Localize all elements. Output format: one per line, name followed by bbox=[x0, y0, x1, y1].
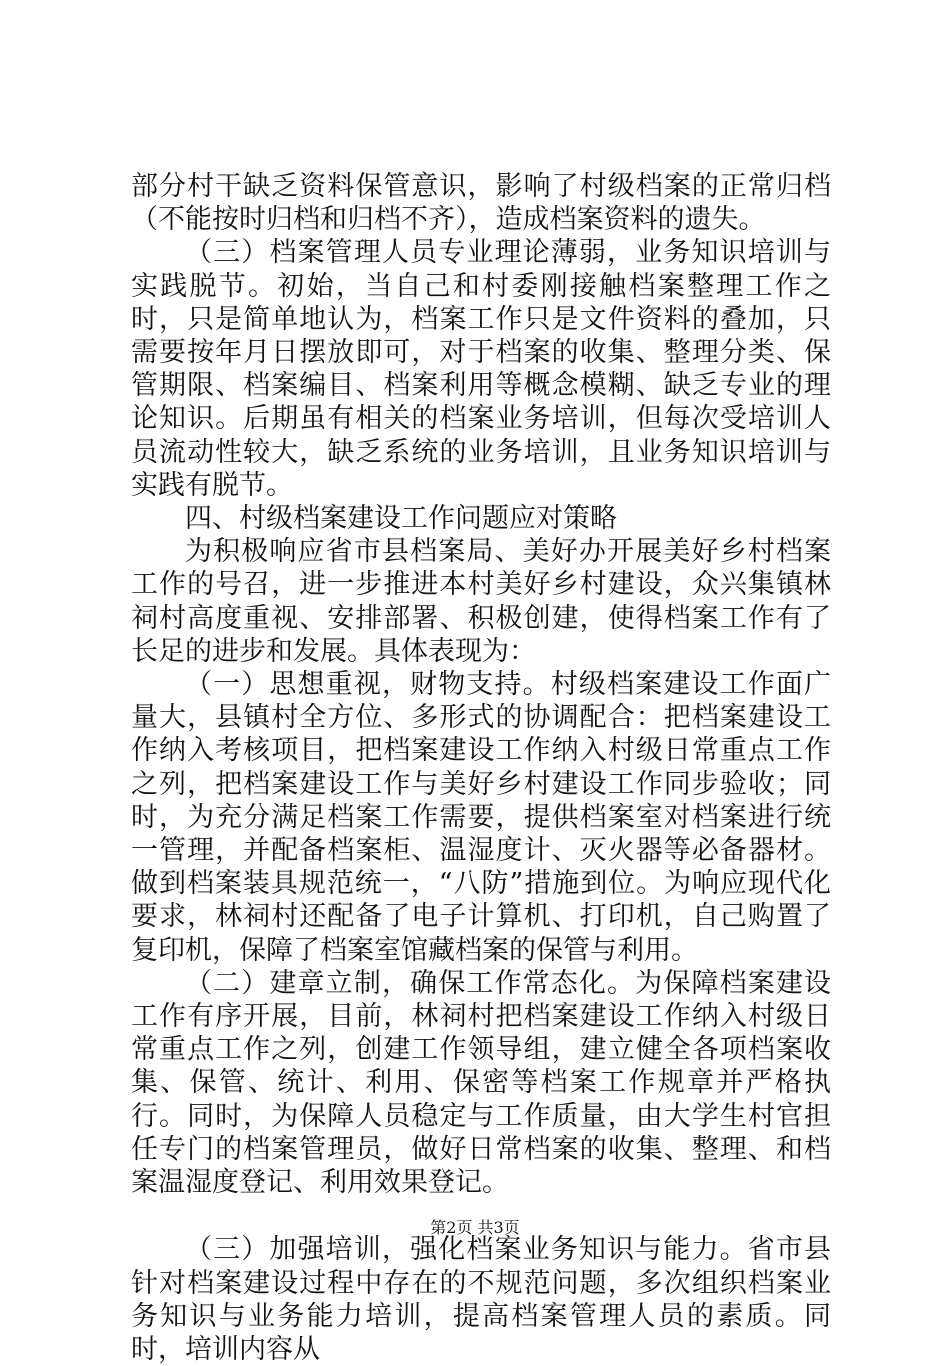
paragraph: （三）档案管理人员专业理论薄弱，业务知识培训与实践脱节。初始，当自己和村委刚接触档案整理工作之时，只是简单地认为，档案工作只是文件资料的叠加，只需要按年月日摆放即可，对于档案的收集、整理分类、保管期限、档案编目、档案利用等概念模糊、缺乏专业的理论知识。后期虽有相关的档案业务培训，但每次受培训人员流动性较大，缺乏系统的业务培训，且业务知识培训与实践有脱节。 bbox=[131, 237, 831, 501]
page-number: 第2页 共3页 bbox=[430, 1218, 520, 1237]
paragraph: 为积极响应省市县档案局、美好办开展美好乡村档案工作的号召，进一步推进本村美好乡村建设，众兴集镇林祠村高度重视、安排部署、积极创建，使得档案工作有了长足的进步和发展。具体表现为： bbox=[131, 536, 831, 667]
section-heading: 四、村级档案建设工作问题应对策略 bbox=[185, 503, 617, 535]
paragraph: （二）建章立制，确保工作常态化。为保障档案建设工作有序开展，目前，林祠村把档案建设工作纳入村级日常重点工作之列，创建工作领导组，建立健全各项档案收集、保管、统计、利用、保密等档案工作规章并严格执行。同时，为保障人员稳定与工作质量，由大学生村官担任专门的档案管理员，做好日常档案的收集、整理、和档案温湿度登记、利用效果登记。 bbox=[131, 967, 831, 1199]
paragraph: 部分村干缺乏资料保管意识，影响了村级档案的正常归档（不能按时归档和归档不齐），造成档案资料的遗失。 bbox=[131, 171, 831, 236]
paragraph: （一）思想重视，财物支持。村级档案建设工作面广量大，县镇村全方位、多形式的协调配合：把档案建设工作纳入考核项目，把档案建设工作纳入村级日常重点工作之列，把档案建设工作与美好乡村建设工作同步验收；同时，为充分满足档案工作需要，提供档案室对档案进行统一管理，并配备档案柜、温湿度计、灭火器等必备器材。做到档案装具规范统一，“八防”措施到位。为响应现代化要求，林祠村还配备了电子计算机、打印机，自己购置了复印机，保障了档案室馆藏档案的保管与利用。 bbox=[131, 669, 831, 966]
paragraph: （三）加强培训，强化档案业务知识与能力。省市县针对档案建设过程中存在的不规范问题，多次组织档案业务知识与业务能力培训，提高档案管理人员的素质。同时，培训内容从 bbox=[131, 1234, 831, 1365]
document-body bbox=[131, 170, 831, 1366]
